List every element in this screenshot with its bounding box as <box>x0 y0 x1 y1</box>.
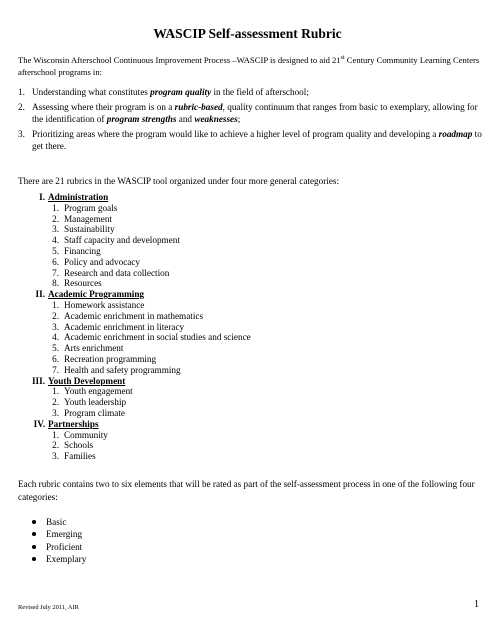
category-title: Partnerships <box>48 418 99 429</box>
rubric-item-label: Community <box>64 429 108 440</box>
intro-text-end: Century Community Learning Centers afterschool programs in: <box>18 54 480 77</box>
bullet-icon <box>32 557 36 561</box>
rubric-item <box>18 440 484 451</box>
rubric-item <box>18 278 484 289</box>
rubric-item <box>18 397 484 408</box>
objective-item <box>18 101 484 126</box>
objective-number: 3. <box>18 128 25 139</box>
rubric-item-number: 3. <box>52 224 59 235</box>
rubric-item <box>18 386 484 397</box>
category-numeral: II. <box>35 289 45 300</box>
intro-paragraph <box>18 52 480 78</box>
rubric-item <box>18 322 484 333</box>
rubric-item-number: 5. <box>52 245 59 256</box>
rubric-item <box>18 235 484 246</box>
rubric-item-label: Recreation programming <box>64 353 157 364</box>
bullet-icon <box>32 520 36 524</box>
document-title: WASCIP Self-assessment Rubric <box>153 26 342 41</box>
rubric-item <box>18 365 484 376</box>
rubric-item-label: Health and safety programming <box>64 364 181 375</box>
rubric-item-number: 6. <box>52 256 59 267</box>
rubric-item-label: Arts enrichment <box>64 343 124 354</box>
rating-level-label: Emerging <box>46 529 83 540</box>
category-heading <box>18 419 484 430</box>
category-title: Administration <box>48 192 109 202</box>
objective-emphasis: program quality <box>150 87 212 97</box>
bullet-icon <box>32 532 36 536</box>
rubric-item-number: 3. <box>52 451 59 462</box>
objective-text: in the field of afterschool; <box>211 87 309 97</box>
rating-level-label: Basic <box>46 517 67 527</box>
rubric-item-number: 5. <box>52 343 59 354</box>
rubric-item-label: Academic enrichment in literacy <box>64 321 185 332</box>
objective-text: , quality continuum that ranges from basic to exemplary, allowing for the identification of <box>32 101 478 124</box>
rating-level-label: Proficient <box>46 541 83 552</box>
intro-superscript: st <box>340 55 345 61</box>
rubric-item-number: 7. <box>52 364 59 375</box>
rubric-item-label: Schools <box>64 440 94 451</box>
rubric-item-number: 2. <box>52 213 59 224</box>
objective-emphasis: weaknesses <box>194 114 238 124</box>
rating-level-item <box>30 541 86 553</box>
rubric-item-label: Youth leadership <box>64 397 127 408</box>
rubric-item-label: Program climate <box>64 407 125 418</box>
objective-text: Assessing where their program is on a <box>32 101 175 112</box>
category-title: Youth Development <box>48 375 126 386</box>
rubric-item-label: Staff capacity and development <box>64 235 180 246</box>
rubric-item-number: 3. <box>52 321 59 332</box>
revision-footer: Revised July 2011, AIR <box>18 604 79 611</box>
rubric-item <box>18 257 484 268</box>
rubric-item-label: Program goals <box>64 202 118 213</box>
category-title: Academic Programming <box>48 289 145 300</box>
objective-emphasis: roadmap <box>438 128 473 139</box>
rubric-item <box>18 268 484 279</box>
rubric-item <box>18 451 484 462</box>
page-number: 1 <box>474 599 479 610</box>
category-heading <box>18 376 484 387</box>
rating-level-item <box>30 553 86 565</box>
rubric-item <box>18 354 484 365</box>
category-heading <box>18 289 484 300</box>
rubric-item-number: 4. <box>52 332 59 343</box>
rubric-item <box>18 203 484 214</box>
rubric-item-number: 2. <box>52 310 59 321</box>
rubric-item-number: 2. <box>52 397 59 408</box>
objective-text: to get there. <box>32 128 482 151</box>
rubric-item <box>18 408 484 419</box>
rating-intro-paragraph: Each rubric contains two to six elements that will be rated as part of the self-assessment process in one of the following four categories: <box>18 479 475 502</box>
rubric-count-sentence: There are 21 rubrics in the WASCIP tool organized under four more general categories: <box>18 176 340 186</box>
rubric-item-number: 3. <box>52 407 59 418</box>
rubric-item-number: 7. <box>52 267 59 278</box>
objectives-list <box>18 86 484 155</box>
rubric-item-number: 1. <box>52 299 59 310</box>
rubric-item-number: 1. <box>52 386 59 397</box>
rubric-item-label: Academic enrichment in mathematics <box>64 310 204 321</box>
rating-levels-list <box>30 516 86 565</box>
rubric-item-number: 1. <box>52 429 59 440</box>
category-numeral: IV. <box>33 418 45 429</box>
rubric-item-label: Academic enrichment in social studies and science <box>64 332 251 343</box>
rubric-item-label: Policy and advocacy <box>64 256 141 267</box>
category-heading <box>18 192 484 203</box>
category-numeral: III. <box>31 375 45 386</box>
rubric-item <box>18 246 484 257</box>
category-numeral: I. <box>39 192 45 202</box>
rating-level-item <box>30 528 86 540</box>
rubric-item <box>18 332 484 343</box>
objective-text: Prioritizing areas where the program would like to achieve a higher level of program quality and developing a <box>32 128 439 139</box>
rubric-item <box>18 311 484 322</box>
rubric-item-number: 4. <box>52 235 59 246</box>
objective-text: ; <box>237 114 241 124</box>
objective-number: 1. <box>18 87 25 97</box>
rubric-item <box>18 224 484 235</box>
rubric-item-label: Sustainability <box>64 224 115 235</box>
intro-text: The Wisconsin Afterschool Continuous Improvement Process –WASCIP is designed to aid 21 <box>18 54 341 65</box>
rubric-item-label: Resources <box>64 278 102 289</box>
rubric-item <box>18 300 484 311</box>
objective-text: Understanding what constitutes <box>32 87 151 97</box>
rubric-item <box>18 214 484 225</box>
objective-text: and <box>176 114 195 124</box>
rubric-item-label: Financing <box>64 245 101 256</box>
category-outline <box>18 192 484 462</box>
rubric-item-label: Youth engagement <box>64 386 133 397</box>
rubric-item-label: Research and data collection <box>64 267 170 278</box>
rating-level-item <box>30 516 86 528</box>
objective-number: 2. <box>18 101 25 112</box>
rubric-item-number: 2. <box>52 440 59 451</box>
rubric-item <box>18 343 484 354</box>
objective-item <box>18 86 484 99</box>
rating-level-label: Exemplary <box>46 553 87 564</box>
rubric-item-number: 8. <box>52 278 59 289</box>
rubric-item-number: 1. <box>52 202 59 213</box>
rubric-item-label: Management <box>64 213 112 224</box>
rubric-item-label: Homework assistance <box>64 299 145 310</box>
rubric-item <box>18 430 484 441</box>
objective-item <box>18 128 484 153</box>
objective-emphasis: rubric-based <box>174 101 223 112</box>
objective-emphasis: program strengths <box>106 114 177 124</box>
bullet-icon <box>32 545 36 549</box>
rubric-item-number: 6. <box>52 353 59 364</box>
rubric-item-label: Families <box>64 451 96 462</box>
